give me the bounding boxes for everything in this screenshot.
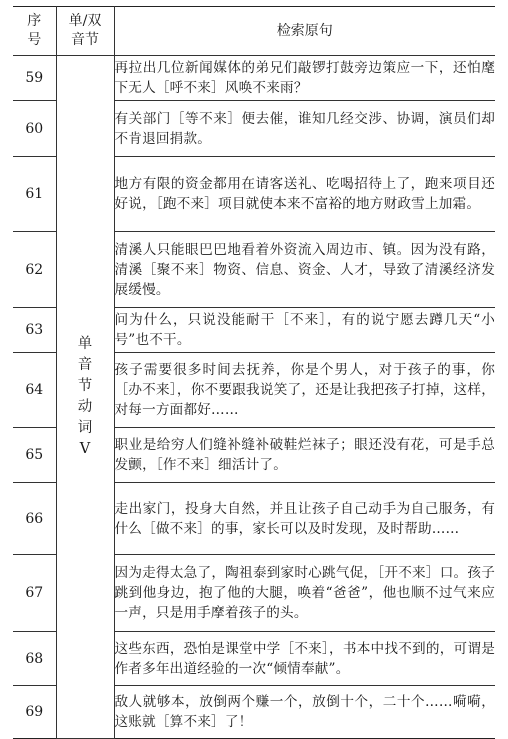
category-cell <box>56 56 114 739</box>
sentence-cell: 这些东西，恐怕是课堂中学［不来］，书本中找不到的，可谓是作者多年出道经验的一次“倾情奉献”。 <box>114 632 495 686</box>
table-row <box>13 56 495 101</box>
sentence-cell: 孩子需要很多时间去抚养，你是个男人，对于孩子的事，你［办不来］，你不要跟我说笑了，还是让我把孩子打掉，这样，对每一方面都好…… <box>114 353 495 428</box>
header-syllable <box>56 7 114 56</box>
row-number: 67 <box>13 555 56 632</box>
table-header-row <box>13 7 495 56</box>
corpus-table <box>13 6 495 739</box>
row-number: 66 <box>13 483 56 555</box>
row-number: 62 <box>13 232 56 308</box>
row-number: 59 <box>13 56 56 101</box>
row-number: 65 <box>13 428 56 483</box>
header-syllable-line: 单/双 <box>68 13 102 29</box>
sentence-cell: 地方有限的资金都用在请客送礼、吃喝招待上了，跑来项目还好说，［跑不来］项目就使本来不富裕的地方财政雪上加霜。 <box>114 157 495 232</box>
row-number: 68 <box>13 632 56 686</box>
row-number: 63 <box>13 308 56 353</box>
sentence-cell: 因为走得太急了，陶祖泰到家时心跳气促，［开不来］口。孩子跳到他身边，抱了他的大腿，唤着“爸爸”，他也顺不过气来应一声，只是用手摩着孩子的头。 <box>114 555 495 632</box>
sentence-cell: 敌人就够本，放倒两个赚一个，放倒十个，二十个……嗬嗬，这账就［算不来］了！ <box>114 686 495 739</box>
row-number: 60 <box>13 101 56 157</box>
row-number: 69 <box>13 686 56 739</box>
category-char: 动 <box>77 399 93 415</box>
category-char: 节 <box>77 378 93 394</box>
header-index <box>13 7 56 56</box>
sentence-cell: 职业是给穷人们缝补缝补破鞋烂袜子；眼还没有花，可是手总发颤，［作不来］细活计了。 <box>114 428 495 483</box>
category-char: V <box>79 441 91 457</box>
row-number: 61 <box>13 157 56 232</box>
document-page <box>13 6 495 739</box>
sentence-cell: 走出家门，投身大自然，并且让孩子自己动手为自己服务，有什么［做不来］的事，家长可以及时发现，及时帮助…… <box>114 483 495 555</box>
category-char: 音 <box>77 357 93 373</box>
header-sentence: 检索原句 <box>114 7 495 56</box>
sentence-cell: 清溪人只能眼巴巴地看着外资流入周边市、镇。因为没有路，清溪［聚不来］物资、信息、资金、人才，导致了清溪经济发展缓慢。 <box>114 232 495 308</box>
category-char: 词 <box>77 420 93 436</box>
sentence-cell: 问为什么，只说没能耐干［不来］，有的说宁愿去蹲几天“小号”也不干。 <box>114 308 495 353</box>
header-index-line: 号 <box>27 32 42 48</box>
header-index-line: 序 <box>27 13 42 29</box>
sentence-cell: 再拉出几位新闻媒体的弟兄们敲锣打鼓旁边策应一下，还怕麾下无人［呼不来］风唤不来雨？ <box>114 56 495 101</box>
sentence-cell: 有关部门［等不来］便去催，谁知几经交涉、协调，演员们却不肯退回捐款。 <box>114 101 495 157</box>
category-char: 单 <box>77 336 93 352</box>
header-syllable-line: 音节 <box>71 32 99 48</box>
row-number: 64 <box>13 353 56 428</box>
